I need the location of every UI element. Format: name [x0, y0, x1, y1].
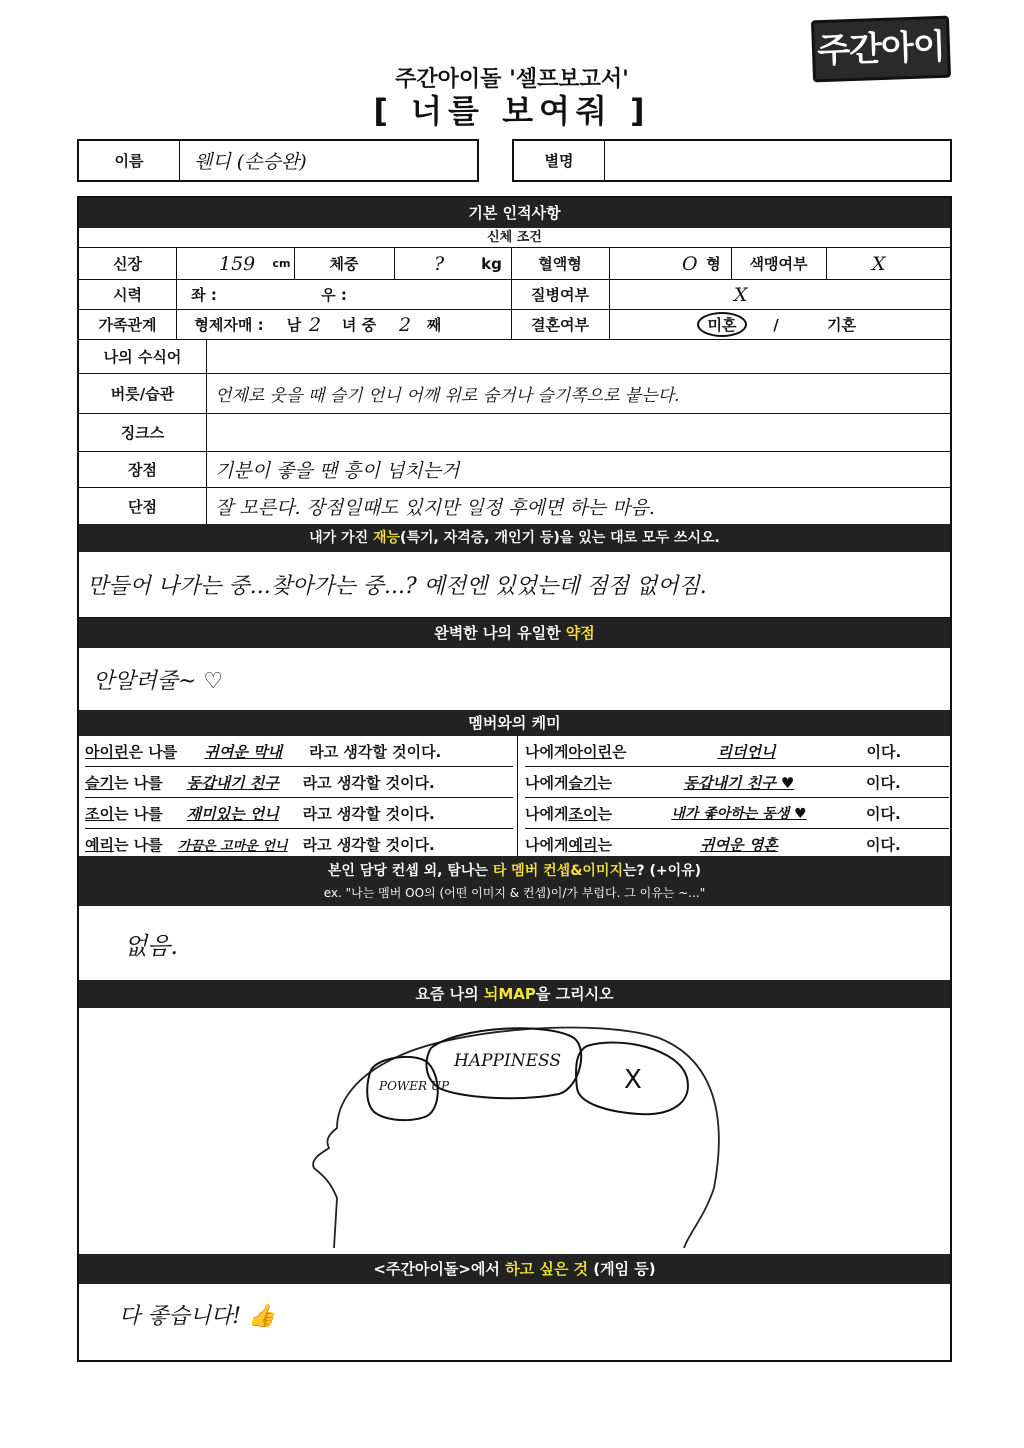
- trait-label: 징크스: [120, 424, 165, 442]
- concept-header: 본인 담당 컨셉 외, 탐나는 타 멤버 컨셉&이미지는? (+이유) ex. "나는 멤버 OO의 (어떤 이미지 & 컨셉)이/가 부럽다. 그 이유는 ~...": [79, 856, 950, 906]
- weight-unit: kg: [481, 254, 502, 273]
- body-condition-header: 신체 조건: [79, 228, 950, 248]
- concept-example: ex. "나는 멤버 OO의 (어떤 이미지 & 컨셉)이/가 부럽다. 그 이유는 ~...": [323, 886, 706, 900]
- marriage-label: 결혼여부: [531, 316, 589, 334]
- slash: /: [773, 315, 779, 334]
- disease-value: X: [734, 283, 748, 306]
- trait-row: [79, 452, 950, 488]
- chemistry-right-row: 나에게 예리 는 귀여운 영혼 이다.: [525, 835, 901, 854]
- vision-right: 우 :: [321, 286, 347, 304]
- married-label: 기혼: [827, 316, 856, 334]
- single-circled: 미혼: [697, 312, 747, 337]
- blood-unit: 형: [706, 255, 721, 273]
- weight-value: ?: [434, 252, 445, 275]
- family-row: [79, 310, 950, 340]
- trait-value: [215, 414, 945, 451]
- chemistry-left: [85, 736, 513, 859]
- talent-answer: [79, 552, 950, 618]
- nickname-label: 별명: [544, 152, 574, 170]
- trait-row: [79, 374, 950, 414]
- colorblind-label: 색맹여부: [749, 255, 808, 273]
- brainmap-header: 요즘 나의 뇌MAP을 그리시오: [79, 980, 950, 1008]
- brain-region-3-label: X: [624, 1065, 642, 1095]
- name-label: 이름: [114, 152, 144, 170]
- trait-row: [79, 414, 950, 452]
- weakness-answer: [79, 648, 950, 710]
- trait-label: 장점: [128, 461, 157, 479]
- talent-value: 만들어 나가는 중...찾아가는 중...? 예전엔 있었는데 점점 없어짐.: [87, 574, 707, 599]
- height-row: [79, 248, 950, 280]
- disease-label: 질병여부: [531, 286, 589, 304]
- colorblind-value: X: [872, 252, 886, 275]
- height-label: 신장: [113, 255, 142, 273]
- order-label: 째: [426, 316, 442, 334]
- trait-label: 나의 수식어: [103, 348, 182, 366]
- female-label: 녀 중: [341, 316, 377, 334]
- wish-header: <주간아이돌>에서 하고 싶은 것 (게임 등): [79, 1254, 950, 1284]
- male-label: 남: [286, 316, 302, 334]
- vision-left: 좌 :: [191, 286, 217, 304]
- chemistry-left-row: 조이 는 나를 재미있는 언니 라고 생각할 것이다.: [85, 798, 513, 829]
- chemistry-right-row: 나에게 슬기 는 동갑내기 친구 ♥ 이다.: [525, 767, 949, 798]
- nickname-value: [619, 141, 940, 180]
- concept-value: 없음.: [124, 931, 178, 960]
- chemistry-table: [79, 736, 950, 856]
- chemistry-header: 멤버와의 케미: [79, 710, 950, 736]
- wish-value: 다 좋습니다! 👍: [119, 1303, 276, 1329]
- trait-row: [79, 488, 950, 524]
- wish-answer: [79, 1284, 950, 1344]
- name-value: 웬디 (손승완): [194, 151, 307, 173]
- trait-value: 기분이 좋을 땐 흥이 넘치는거: [215, 460, 460, 482]
- concept-answer: [79, 906, 950, 980]
- brainmap-drawing: [79, 1008, 950, 1254]
- nickname-box: [512, 139, 952, 182]
- siblings-label: 형제자매 :: [194, 316, 264, 334]
- vision-row: [79, 280, 950, 310]
- chemistry-right-row: 나에게 조이 는 내가 좋아하는 동생 ♥ 이다.: [525, 798, 949, 829]
- height-value: 159: [219, 252, 256, 275]
- trait-value: 언제로 웃을 때 슬기 언니 어깨 위로 숨거나 슬기쪽으로 붙는다.: [215, 386, 680, 406]
- document-subtitle: [ 너를 보여줘 ]: [373, 92, 651, 130]
- blood-value: O: [682, 252, 698, 275]
- brain-region-1-label: POWER UP: [379, 1079, 450, 1093]
- order-value: 2: [399, 313, 412, 336]
- main-form: [77, 196, 952, 1362]
- height-unit: cm: [272, 257, 291, 270]
- blood-label: 혈액형: [538, 255, 582, 273]
- trait-label: 단점: [128, 497, 157, 516]
- chemistry-left-row: 슬기 는 나를 동갑내기 친구 라고 생각할 것이다.: [85, 767, 513, 798]
- trait-row: [79, 340, 950, 374]
- name-box: [77, 139, 479, 182]
- vision-label: 시력: [113, 286, 142, 304]
- chemistry-left-row: 아이린 은 나를 귀여운 막내 라고 생각할 것이다.: [85, 736, 513, 767]
- chemistry-right-row: 나에게 아이린 은 리더언니 이다.: [525, 736, 949, 767]
- weakness-value: 안알려줄~ ♡: [93, 668, 224, 694]
- chemistry-left-row: 예리 는 나를 가끔은 고마운 언니 라고 생각할 것이다.: [85, 835, 435, 854]
- document-title: 주간아이돌 '셀프보고서': [395, 67, 629, 92]
- trait-value: 잘 모른다. 장점일때도 있지만 일정 후에면 하는 마음.: [215, 496, 655, 519]
- brainmap-area: [79, 1008, 950, 1254]
- male-value: 2: [309, 313, 322, 336]
- trait-label: 버릇/습관: [110, 385, 175, 403]
- weakness-header: 완벽한 나의 유일한 약점: [79, 618, 950, 648]
- basic-info-header: 기본 인적사항: [79, 198, 950, 228]
- chemistry-right: [525, 736, 949, 859]
- brain-region-2-label: HAPPINESS: [454, 1051, 561, 1071]
- talent-header: 내가 가진 재능(특기, 자격증, 개인기 등)을 있는 대로 모두 쓰시오.: [79, 524, 950, 552]
- show-logo: 주간아이돌: [811, 16, 951, 83]
- trait-value: [215, 340, 945, 373]
- weight-label: 체중: [329, 255, 359, 273]
- family-label: 가족관계: [98, 316, 157, 334]
